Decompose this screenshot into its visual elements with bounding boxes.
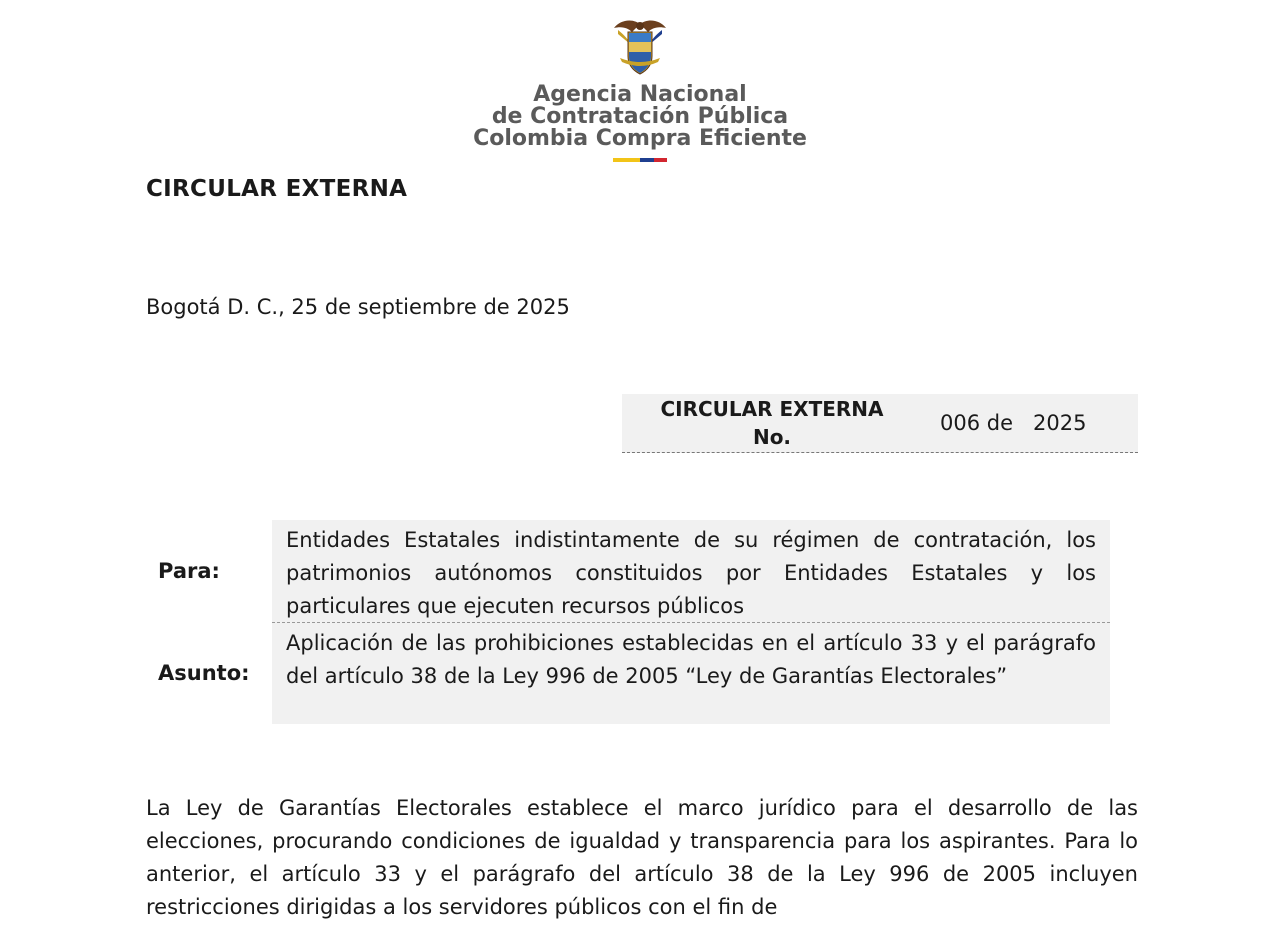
circular-year: 2025	[1033, 411, 1087, 435]
para-text: Entidades Estatales indistintamente de su régimen de contratación, los patrimonios autónomos constituidos por Entidades Estatales y los particulares que ejecuten recursos públicos	[272, 520, 1110, 622]
circular-label-line-2: No.	[752, 425, 792, 449]
para-label: Para:	[158, 559, 220, 583]
asunto-text: Aplicación de las prohibiciones establecidas en el artículo 33 y el parágrafo del artículo 38 de la Ley 996 de 2005 “Ley de Garantías Electorales”	[272, 622, 1110, 724]
agency-name	[0, 84, 1280, 150]
para-row	[146, 520, 1110, 622]
body-paragraph: La Ley de Garantías Electorales establece el marco jurídico para el desarrollo de las elecciones, procurando condiciones de igualdad y transparencia para los aspirantes. Para lo anterior, el artículo 33 y el parágrafo del artículo 38 de la Ley 996 de 2005 incluyen restricciones dirigidas a los servidores públicos con el fin de	[146, 796, 1138, 919]
letterhead	[0, 18, 1280, 162]
flag-stripe	[613, 158, 667, 162]
agency-line-1: Agencia Nacional	[533, 82, 747, 107]
flag-red	[654, 158, 667, 162]
flag-blue	[640, 158, 654, 162]
asunto-label: Asunto:	[158, 661, 250, 685]
agency-line-2: de Contratación Pública	[491, 104, 789, 129]
circular-label	[622, 395, 922, 451]
circular-number: 006 de	[940, 411, 1014, 435]
circular-number-box	[622, 394, 1138, 453]
agency-line-3: Colombia Compra Eficiente	[473, 126, 807, 151]
document-type-heading: CIRCULAR EXTERNA	[146, 176, 408, 202]
document-date: Bogotá D. C., 25 de septiembre de 2025	[146, 295, 570, 319]
flag-yellow	[613, 158, 640, 162]
circular-label-line-1: CIRCULAR EXTERNA	[660, 397, 884, 421]
coat-of-arms-icon	[612, 18, 668, 78]
asunto-row	[146, 622, 1110, 724]
